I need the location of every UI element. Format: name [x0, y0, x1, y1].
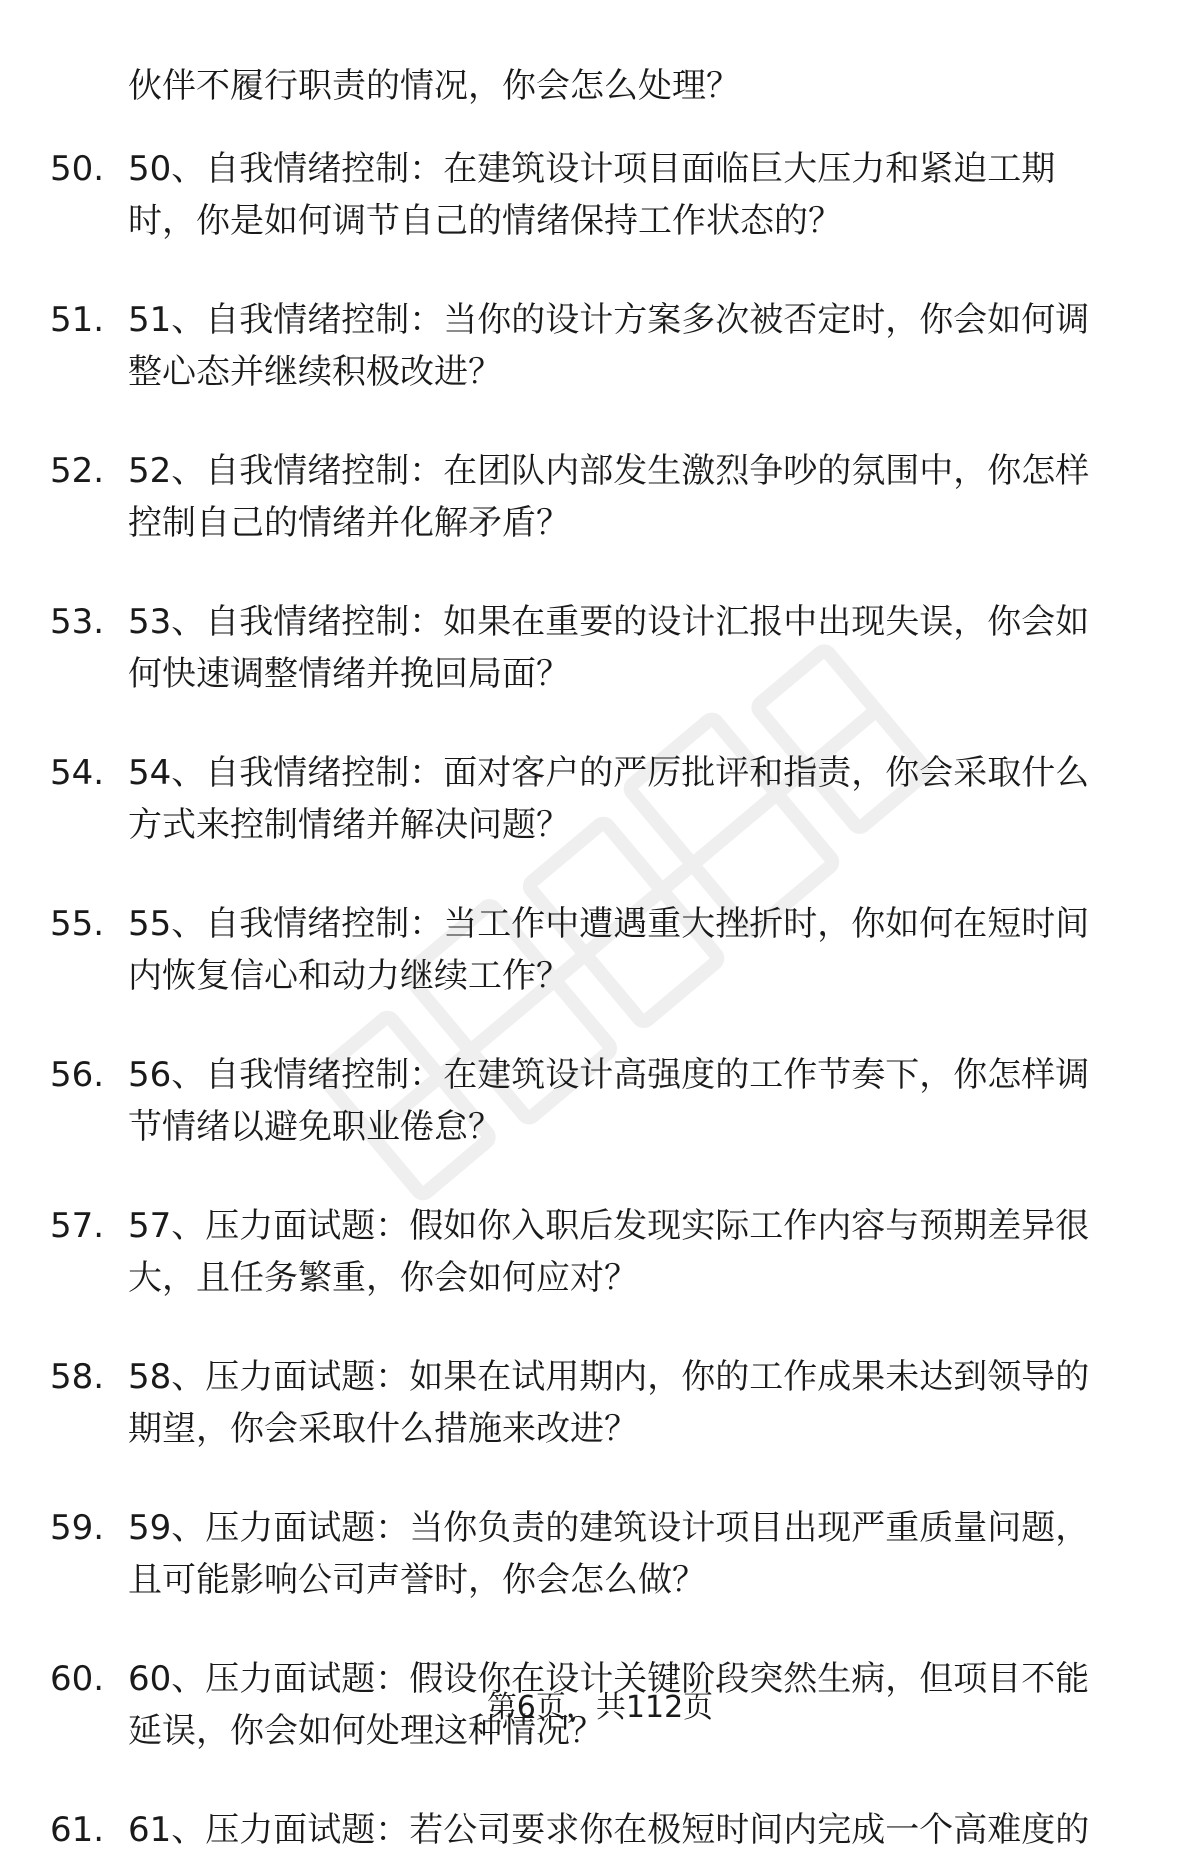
- list-item: [0, 747, 1200, 887]
- item-text-line: 延误，你会如何处理这种情况？: [128, 1711, 604, 1751]
- item-number: 60.: [50, 1659, 105, 1699]
- item-text-line: 期望，你会采取什么措施来改进？: [128, 1409, 638, 1449]
- item-number: 53.: [50, 602, 105, 642]
- item-text: [128, 445, 1148, 549]
- item-text: [128, 1049, 1148, 1153]
- list-item: [0, 1049, 1200, 1189]
- item-text-line: 时，你是如何调节自己的情绪保持工作状态的？: [128, 201, 842, 241]
- item-text-line: 节情绪以避免职业倦怠？: [128, 1107, 502, 1147]
- question-list: [0, 143, 1200, 1875]
- item-text-line: 控制自己的情绪并化解矛盾？: [128, 503, 570, 543]
- item-number: 50.: [50, 149, 105, 189]
- item-text-line: 56、自我情绪控制：在建筑设计高强度的工作节奏下，你怎样调: [128, 1055, 1090, 1095]
- item-text: [128, 1200, 1148, 1304]
- item-text: [128, 294, 1148, 398]
- item-number: 55.: [50, 904, 105, 944]
- list-item: [0, 1502, 1200, 1642]
- item-text-line: 53、自我情绪控制：如果在重要的设计汇报中出现失误，你会如: [128, 602, 1090, 642]
- item-text-line: 大，且任务繁重，你会如何应对？: [128, 1258, 638, 1298]
- list-item: [0, 143, 1200, 283]
- item-text-line: 59、压力面试题：当你负责的建筑设计项目出现严重质量问题，: [128, 1508, 1090, 1548]
- list-item: [0, 596, 1200, 736]
- item-text-line: 55、自我情绪控制：当工作中遭遇重大挫折时，你如何在短时间: [128, 904, 1090, 944]
- item-text-line: 54、自我情绪控制：面对客户的严厉批评和指责，你会采取什么: [128, 753, 1090, 793]
- item-number: 59.: [50, 1508, 105, 1548]
- item-number: 56.: [50, 1055, 105, 1095]
- item-text-line: 内恢复信心和动力继续工作？: [128, 956, 570, 996]
- item-number: 52.: [50, 451, 105, 491]
- list-item: [0, 1351, 1200, 1491]
- list-item: [0, 1804, 1200, 1864]
- item-text-line: 何快速调整情绪并挽回局面？: [128, 654, 570, 694]
- item-text-line: 58、压力面试题：如果在试用期内，你的工作成果未达到领导的: [128, 1357, 1090, 1397]
- list-item: [0, 294, 1200, 434]
- item-text-line: 方式来控制情绪并解决问题？: [128, 805, 570, 845]
- list-item: [0, 445, 1200, 585]
- list-item: [0, 1200, 1200, 1340]
- page-footer: 第6页，共112页: [486, 1690, 714, 1725]
- item-text: [128, 1804, 1148, 1856]
- item-text: [128, 1351, 1148, 1455]
- item-text-line: 61、压力面试题：若公司要求你在极短时间内完成一个高难度的: [128, 1810, 1090, 1850]
- item-number: 58.: [50, 1357, 105, 1397]
- item-text-line: 50、自我情绪控制：在建筑设计项目面临巨大压力和紧迫工期: [128, 149, 1056, 189]
- item-text-line: 51、自我情绪控制：当你的设计方案多次被否定时，你会如何调: [128, 300, 1090, 340]
- item-number: 51.: [50, 300, 105, 340]
- item-text-line: 且可能影响公司声誉时，你会怎么做？: [128, 1560, 706, 1600]
- item-number: 57.: [50, 1206, 105, 1246]
- continuation-line: 伙伴不履行职责的情况，你会怎么处理？: [128, 66, 740, 106]
- list-item: [0, 898, 1200, 1038]
- item-text: [128, 747, 1148, 851]
- item-text-line: 整心态并继续积极改进？: [128, 352, 502, 392]
- item-text-line: 52、自我情绪控制：在团队内部发生激烈争吵的氛围中，你怎样: [128, 451, 1090, 491]
- item-number: 61.: [50, 1810, 105, 1850]
- item-text: [128, 1502, 1148, 1606]
- item-text-line: 57、压力面试题：假如你入职后发现实际工作内容与预期差异很: [128, 1206, 1090, 1246]
- item-number: 54.: [50, 753, 105, 793]
- item-text: [128, 143, 1148, 247]
- item-text-line: 60、压力面试题：假设你在设计关键阶段突然生病，但项目不能: [128, 1659, 1090, 1699]
- item-text: [128, 596, 1148, 700]
- item-text: [128, 898, 1148, 1002]
